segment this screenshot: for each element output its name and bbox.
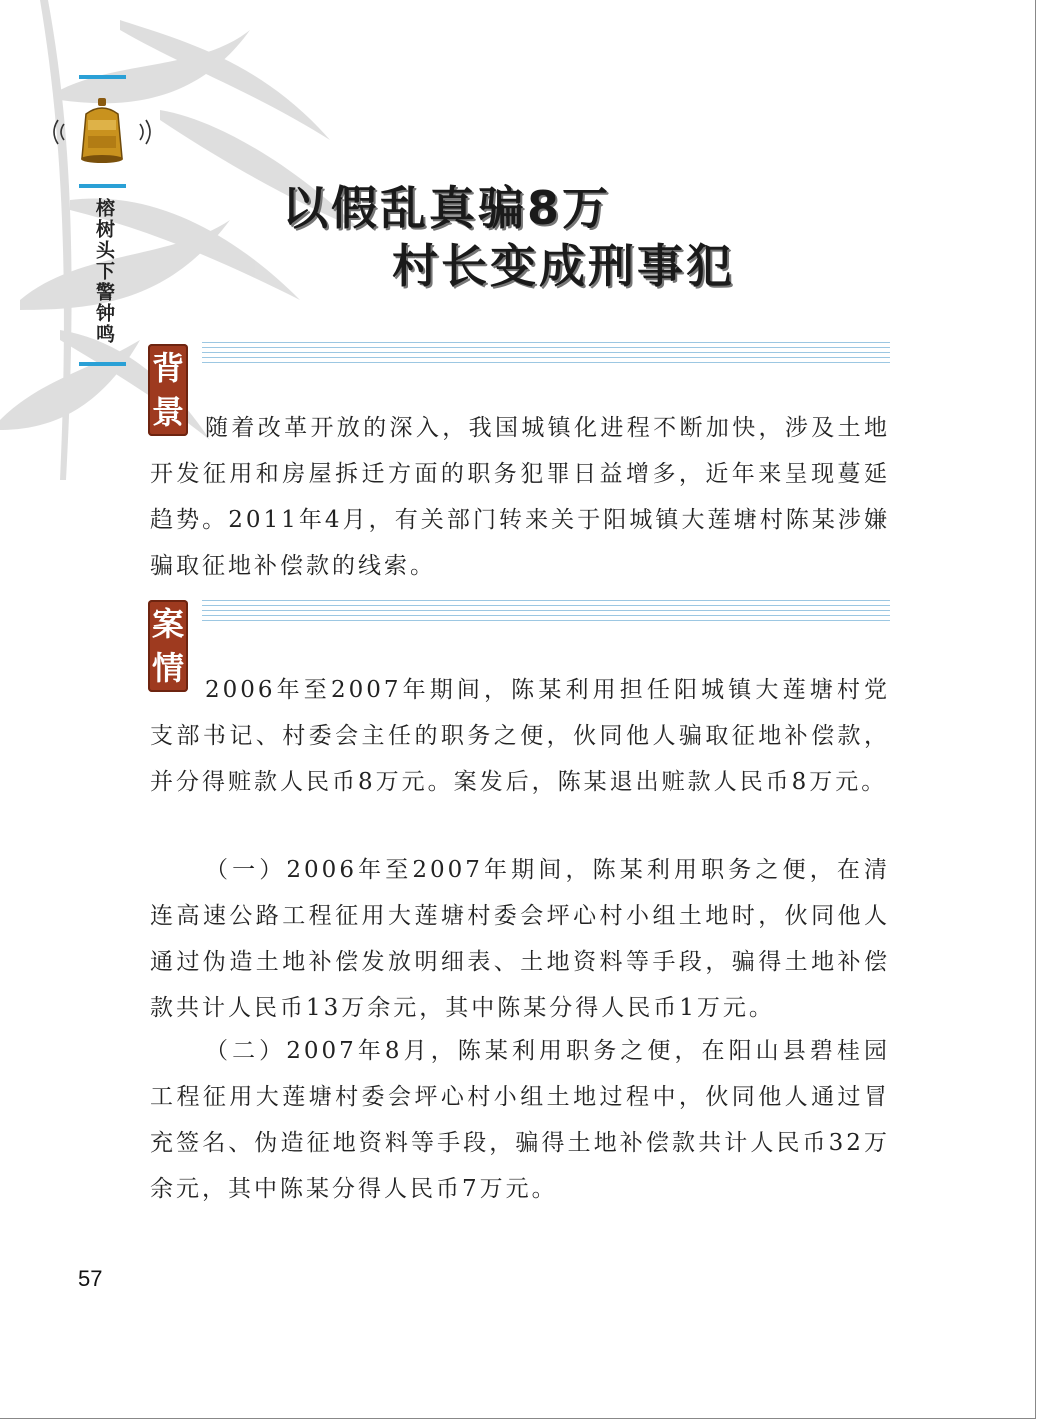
sidebar-rule-middle — [79, 184, 126, 188]
page-number: 57 — [78, 1266, 103, 1291]
sidebar-rule-bottom — [79, 362, 126, 366]
case-paragraph-2: （一）2006年至2007年期间，陈某利用职务之便，在清连高速公路工程征用大莲塘村委会坪心村小组土地时，伙同他人通过伪造土地补偿发放明细表、土地资料等手段，骗得土地补偿款共计人民币13万余元，其中陈某分得人民币1万元。 — [150, 857, 890, 1021]
page-title-line-2: 村长变成刑事犯 — [392, 239, 735, 293]
case-paragraph-1: 2006年至2007年期间，陈某利用担任阳城镇大莲塘村党支部书记、村委会主任的职务之便，伙同他人骗取征地补偿款，并分得赃款人民币8万元。案发后，陈某退出赃款人民币8万元。 — [150, 677, 890, 795]
background-paragraph: 随着改革开放的深入，我国城镇化进程不断加快，涉及土地开发征用和房屋拆迁方面的职务犯罪日益增多，近年来呈现蔓延趋势。2011年4月，有关部门转来关于阳城镇大莲塘村陈某涉嫌骗取征地补偿款的线索。 — [150, 415, 890, 579]
case-divider — [202, 600, 890, 628]
case-paragraph-3: （二）2007年8月，陈某利用职务之便，在阳山县碧桂园工程征用大莲塘村委会坪心村小组土地过程中，伙同他人通过冒充签名、伪造征地资料等手段，骗得土地补偿款共计人民币32万余元，其中陈某分得人民币7万元。 — [150, 1038, 890, 1202]
case-tag-char-2: 情 — [151, 649, 184, 687]
bell-icon — [52, 96, 152, 168]
case-tag-char-1: 案 — [151, 605, 184, 643]
series-title: 榕树头下警钟鸣 — [93, 198, 115, 345]
page-title-line-1: 以假乱真骗8万 — [282, 181, 612, 235]
background-divider — [202, 342, 890, 370]
background-tag-char-2: 景 — [151, 393, 184, 431]
sidebar-rule-top — [79, 75, 126, 79]
background-tag-char-1: 背 — [151, 349, 184, 387]
